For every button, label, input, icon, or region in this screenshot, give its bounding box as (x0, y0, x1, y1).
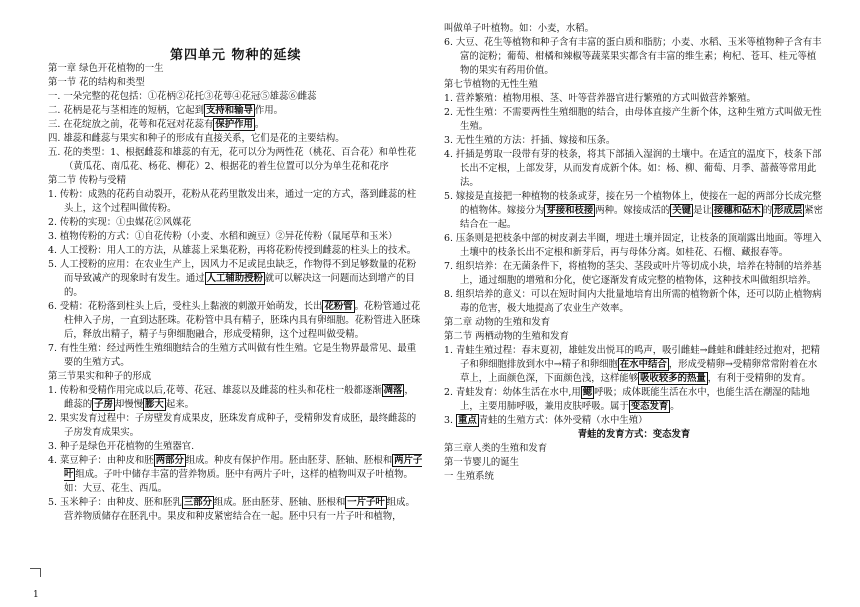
text-line (48, 300, 423, 342)
text-line (48, 440, 423, 454)
text-segment: 两种。嫁接成活的 (595, 205, 671, 216)
text-line (444, 106, 824, 134)
text-line (444, 316, 824, 330)
page-title: 第四单元 物种的延续 (170, 48, 302, 63)
text-segment: 。 (254, 119, 265, 130)
text-line (444, 288, 824, 316)
text-segment: 1. 传粉：成熟的花药自动裂开，花粉从花药里散发出来，通过一定的方式，落到雌蕊的柱头上，这个过程叫做传粉。 (48, 189, 417, 214)
text-line (48, 412, 423, 440)
highlight-box: 变态发育 (630, 401, 669, 412)
left-column (48, 62, 423, 524)
text-segment: 一 生殖系统 (444, 471, 494, 482)
text-line (444, 190, 824, 232)
text-line (444, 134, 824, 148)
text-segment: 青蛙的生殖方式：体外受精（水中生殖） (478, 415, 648, 426)
highlight-box: 在水中结合 (619, 359, 667, 370)
text-line (48, 104, 423, 118)
highlight-box: 花粉管 (324, 301, 353, 312)
highlight-box: 关键 (672, 205, 692, 216)
text-segment: 5. 人工授粉的应用：在农业生产上，因风力不足或昆虫缺乏，作物得不到足够数量的花粉而导致减产的现象时有发生。通过 (48, 259, 417, 284)
text-line (444, 260, 824, 288)
text-line (48, 216, 423, 230)
text-segment: 第一节婴儿的诞生 (444, 457, 520, 468)
text-segment: 起来。 (165, 399, 194, 410)
text-segment: 。 (670, 401, 680, 412)
text-segment: 第三节果实和种子的形成 (48, 371, 152, 382)
highlight-box: 人工辅助授粉 (206, 273, 263, 284)
text-segment: 第二章 动物的生殖和发育 (444, 317, 551, 328)
text-segment: 5. 嫁接是直接把一种植物的枝条或芽，接在另一个植物体上，使接在一起的两部分长成完整的植物体。嫁接分为 (444, 191, 822, 216)
text-segment: 5. 玉米种子：由种皮、胚和胚乳 (48, 497, 182, 508)
text-line (48, 384, 423, 412)
highlight-box: 一片子叶 (347, 497, 385, 508)
highlight-box: 鳃 (582, 387, 593, 398)
text-segment: 第二节 传粉与受精 (48, 175, 126, 186)
text-line (444, 428, 824, 442)
text-segment: 2. 青蛙发育：幼体生活在水中,用 (444, 387, 581, 398)
text-segment: 作用。 (254, 105, 283, 116)
text-segment: 2. 传粉的实现：①虫媒花②风媒花 (48, 217, 192, 228)
text-line (444, 22, 824, 36)
text-line (444, 386, 824, 414)
highlight-box: 吸收较多的热量 (640, 373, 706, 384)
text-segment: 6. 大豆、花生等植物和种子含有丰富的蛋白质和脂肪；小麦、水稻、玉米等植物种子含有丰富的淀粉；葡萄、柑橘和辣椒等蔬菜果实都含有丰富的维生素；枸杞、苍耳、桂元等植物的果实有药用价值。 (444, 37, 822, 76)
highlight-box: 形成层 (774, 205, 803, 216)
highlight-box: 凋落 (383, 385, 403, 396)
text-line (444, 78, 824, 92)
highlight-box: 重点 (457, 415, 477, 426)
text-segment: 第三章人类的生殖和发育 (444, 443, 548, 454)
text-segment: 是让 (693, 205, 712, 216)
text-segment: 二. 花柄是花与茎相连的短柄，它起到 (48, 105, 204, 116)
text-segment: ，雌蕊的 (64, 385, 414, 410)
highlight-box: 三部分 (183, 497, 212, 508)
text-segment: 1. 青蛙生殖过程：春末夏初，雄蛙发出悦耳的鸣声，吸引雌蛙→雌蛙和雌蛙经过抱对，把精子和卵细胞排放到水中→精子和卵细胞 (444, 345, 821, 370)
highlight-box: 子房 (94, 399, 113, 410)
text-segment: 。花粉管通过花柱伸入子房，一直到达胚珠。花粉管中具有精子，胚珠内具有卵细胞。花粉管进入胚珠后，释放出精子，精子与卵细胞融合，形成受精卵，这个过程叫做受精。 (64, 301, 421, 340)
text-line (48, 244, 423, 258)
text-segment: ，形成受精卵→受精卵常常附着在水草上，上面颜色深，下面颜色浅，这样能够 (460, 359, 818, 384)
text-line (444, 470, 824, 484)
text-line (48, 454, 423, 496)
text-segment: 3. 植物传粉的方式：①自花传粉（小麦、水稻和豌豆）②异花传粉（鼠尾草和玉米） (48, 231, 398, 242)
text-segment: 第二节 两栖动物的生殖和发育 (444, 331, 569, 342)
text-segment: 1. 传粉和受精作用完成以后,花萼、花冠、雄蕊以及雌蕊的柱头和花柱一般都逐渐 (48, 385, 382, 396)
text-segment: 却慢慢 (114, 399, 144, 410)
text-line (48, 62, 423, 76)
text-segment: 2. 无性生殖：不需要两性生殖细胞的结合，由母体直接产生新个体，这种生殖方式叫做无性生殖。 (444, 107, 822, 132)
text-segment: 三. 在花绽放之前，花萼和花冠对花蕊有 (48, 119, 214, 130)
text-segment: 组成。胚由胚芽、胚轴、胚根和 (213, 497, 346, 508)
text-segment: 第七节植物的无性生殖 (444, 79, 538, 90)
text-segment: 3. 种子是绿色开花植物的生殖器官. (48, 441, 195, 452)
text-segment: 3. (444, 415, 456, 426)
text-line (48, 188, 423, 216)
text-segment: 一. 一朵完整的花包括：①花柄②花托③花萼④花冠⑤雄蕊⑥雌蕊 (48, 91, 317, 102)
text-line (48, 90, 423, 104)
text-segment: 组成。子叶中储存丰富的营养物质。胚中有两片子叶，这样的植物叫双子叶植物。如：大豆、花生、西瓜。 (64, 469, 413, 494)
text-segment: ，有利于受精卵的发育。 (707, 373, 811, 384)
page-corner-mark (30, 568, 41, 577)
text-line (48, 258, 423, 300)
text-line (444, 92, 824, 106)
text-segment: 五. 花的类型：1、根据雌蕊和雄蕊的有无，花可以分为两性花（桃花、百合花）和单性花（黄瓜花、南瓜花、杨花、柳花）2、根据花的着生位置可以分为单生花和花序 (48, 147, 417, 172)
text-line (444, 232, 824, 260)
text-line (48, 174, 423, 188)
highlight-box: 两部分 (155, 455, 184, 466)
text-segment: 四. 雄蕊和雌蕊与果实和种子的形成有直接关系，它们是花的主要结构。 (48, 133, 345, 144)
text-segment: 3. 无性生殖的方法：扦插、嫁接和压条。 (444, 135, 616, 146)
text-segment: 叫做单子叶植物。如：小麦，水稻。 (444, 23, 595, 34)
text-segment: 2. 果实发育过程中：子房壁发育成果皮，胚珠发育成种子，受精卵发育成胚，最终雌蕊的子房发育成果实。 (48, 413, 417, 438)
text-segment: 青蛙的发育方式：变态发育 (577, 429, 691, 440)
text-segment: 第一节 花的结构和类型 (48, 77, 145, 88)
text-line (444, 414, 824, 428)
text-line (444, 36, 824, 78)
text-line (48, 342, 423, 370)
text-segment: 紧密结合在一起。 (460, 205, 824, 230)
text-segment: 4. 菜豆种子：由种皮和胚 (48, 455, 154, 466)
highlight-box: 芽接和枝接 (546, 205, 594, 216)
highlight-box: 保护作用 (215, 119, 253, 130)
text-line (48, 76, 423, 90)
text-segment: 就可以解决这一问题而达到增产的目的。 (64, 273, 415, 298)
text-segment: 第一章 绿色开花植物的一生 (48, 63, 164, 74)
page-number: 1 (33, 590, 39, 600)
text-line (444, 330, 824, 344)
highlight-box: 两片子叶 (64, 455, 423, 480)
text-segment: 组成。营养物质储存在胚乳中。果皮和种皮紧密结合在一起。胚中只有一片子叶和植物， (64, 497, 415, 522)
text-line (444, 456, 824, 470)
highlight-box: 接穗和砧木 (713, 205, 761, 216)
text-segment: 8. 组织培养的意义：可以在短时间内大批量地培育出所需的植物新个体，还可以防止植物病毒的危害，极大地提高了农业生产效率。 (444, 289, 822, 314)
highlight-box: 膨大 (145, 399, 164, 410)
text-line (48, 118, 423, 132)
text-segment: 1. 营养繁殖：植物用根、茎、叶等营养器官进行繁殖的方式叫做营养繁殖。 (444, 93, 756, 104)
text-segment: 呼吸；成体既能生活在水中，也能生活在潮湿的陆地上，主要用肺呼吸，兼用皮肤呼吸。属于 (460, 387, 810, 412)
text-segment: 6. 受精：花粉落到柱头上后，受柱头上黏液的刺激开始萌发，长出 (48, 301, 323, 312)
text-segment: 4. 人工授粉：用人工的方法，从雄蕊上采集花粉，再将花粉传授到雌蕊的柱头上的技术。 (48, 245, 417, 256)
text-segment: 组成。种皮有保护作用。胚由胚芽、胚轴、胚根和 (185, 455, 393, 466)
highlight-box: 支持和输导 (205, 105, 253, 116)
text-segment: 7. 组织培养：在无菌条件下，将植物的茎尖、茎段或叶片等切成小块，培养在特制的培养基上，通过细胞的增殖和分化，使它逐渐发育成完整的植物体，这种技术叫做组织培养。 (444, 261, 822, 286)
right-column (444, 22, 824, 484)
text-line (444, 344, 824, 386)
text-line (48, 496, 423, 524)
text-line (48, 146, 423, 174)
text-segment: 4. 扦插是剪取一段带有芽的枝条，将其下部插入湿润的土壤中。在适宜的温度下，枝条下部长出不定根，上部发芽，从而发育成新个体。如：杨、柳、葡萄、月季、蔷薇等常用此法。 (444, 149, 822, 188)
text-line (48, 230, 423, 244)
text-segment: 6. 压条则是把枝条中部的树皮剥去半圈，埋进土壤并固定，让枝条的顶端露出地面。等埋入土壤中的枝条长出不定根和新芽后，再与母体分离。如桂花、石榴、藏报春等。 (444, 233, 822, 258)
text-line (48, 132, 423, 146)
text-segment: 的 (762, 205, 773, 216)
text-line (444, 148, 824, 190)
text-segment: 7. 有性生殖：经过两性生殖细胞结合的生殖方式叫做有性生殖。它是生物界最常见、最重要的生殖方式。 (48, 343, 417, 368)
text-line (444, 442, 824, 456)
text-line (48, 370, 423, 384)
